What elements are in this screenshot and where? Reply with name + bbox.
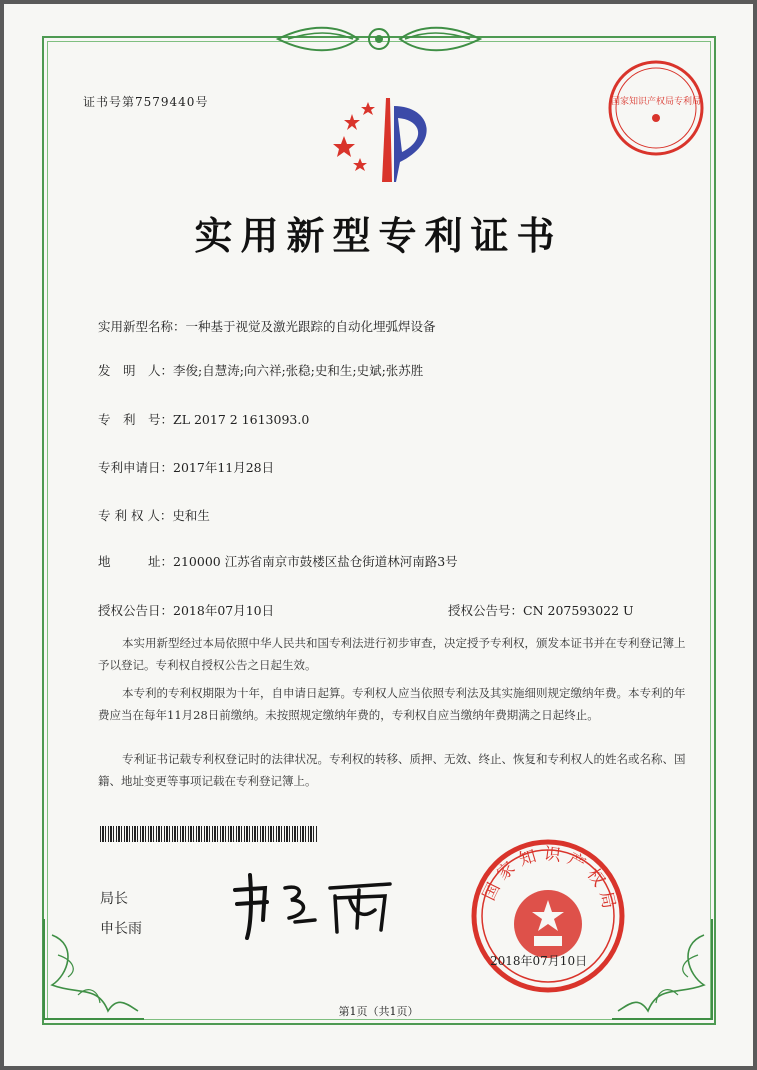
field-row-filing-date	[98, 458, 274, 476]
inventors-value: 李俊;自慧涛;向六祥;张稳;史和生;史斌;张苏胜	[173, 363, 424, 378]
body-paragraph-2: 本专利的专利权期限为十年，自申请日起算。专利权人应当依照专利法及其实施细则规定缴纳年费。本专利的年费应当在每年11月28日前缴纳。未按照规定缴纳年费的，专利权自应当缴纳年费期满之日起终止。	[98, 686, 686, 722]
field-row-address	[98, 552, 458, 570]
top-ornament-icon	[268, 22, 490, 56]
top-right-seal-icon	[606, 58, 706, 158]
grant-number-value: CN 207593022 U	[523, 603, 634, 618]
grant-date-label: 授权公告日：	[98, 603, 174, 618]
address-label: 地 址：	[98, 554, 174, 569]
address-value: 210000 江苏省南京市鼓楼区盐仓街道林河南路3号	[173, 554, 458, 569]
director-title: 局长	[100, 891, 128, 907]
body-paragraph-1: 本实用新型经过本局依照中华人民共和国专利法进行初步审查，决定授予专利权，颁发本证书并在专利登记簿上予以登记。专利权自授权公告之日起生效。	[98, 636, 686, 672]
certificate-number: 证书号第7579440号	[83, 95, 209, 109]
cnipa-logo-icon	[330, 96, 450, 186]
filing-date-value: 2017年11月28日	[173, 460, 275, 475]
patentee-value: 史和生	[172, 508, 210, 523]
grant-date-value: 2018年07月10日	[173, 603, 275, 618]
utility-model-name-value: 一种基于视觉及激光跟踪的自动化埋弧焊设备	[185, 319, 436, 334]
director-name: 申长雨	[100, 921, 142, 937]
barcode	[100, 826, 318, 842]
inventors-label: 发 明 人：	[98, 363, 174, 378]
national-ip-seal-icon	[468, 836, 628, 996]
seal-text: 国家知识产权局	[479, 844, 620, 917]
director-signature-icon	[225, 870, 405, 940]
patentee-label: 专 利 权 人：	[98, 508, 173, 523]
field-row-grant-number	[448, 601, 634, 619]
grant-number-label: 授权公告号：	[448, 603, 524, 618]
field-row-name	[98, 317, 436, 335]
patent-number-value: ZL 2017 2 1613093.0	[173, 412, 310, 427]
field-row-inventors	[98, 361, 423, 379]
seal-date: 2018年07月10日	[490, 954, 588, 968]
field-row-patentee	[98, 506, 210, 524]
top-seal-text: 国家知识产权局专利局	[610, 97, 702, 107]
filing-date-label: 专利申请日：	[98, 460, 174, 475]
patent-number-label: 专 利 号：	[98, 412, 174, 427]
page-number: 第1页（共1页）	[338, 1005, 419, 1018]
certificate-title: 实用新型专利证书	[194, 213, 563, 258]
field-row-patent-number	[98, 410, 309, 428]
utility-model-name-label: 实用新型名称：	[98, 319, 186, 334]
body-paragraph-3: 专利证书记载专利权登记时的法律状况。专利权的转移、质押、无效、终止、恢复和专利权人的姓名或名称、国籍、地址变更等事项记载在专利登记簿上。	[98, 752, 686, 788]
field-row-grant-date	[98, 601, 274, 619]
